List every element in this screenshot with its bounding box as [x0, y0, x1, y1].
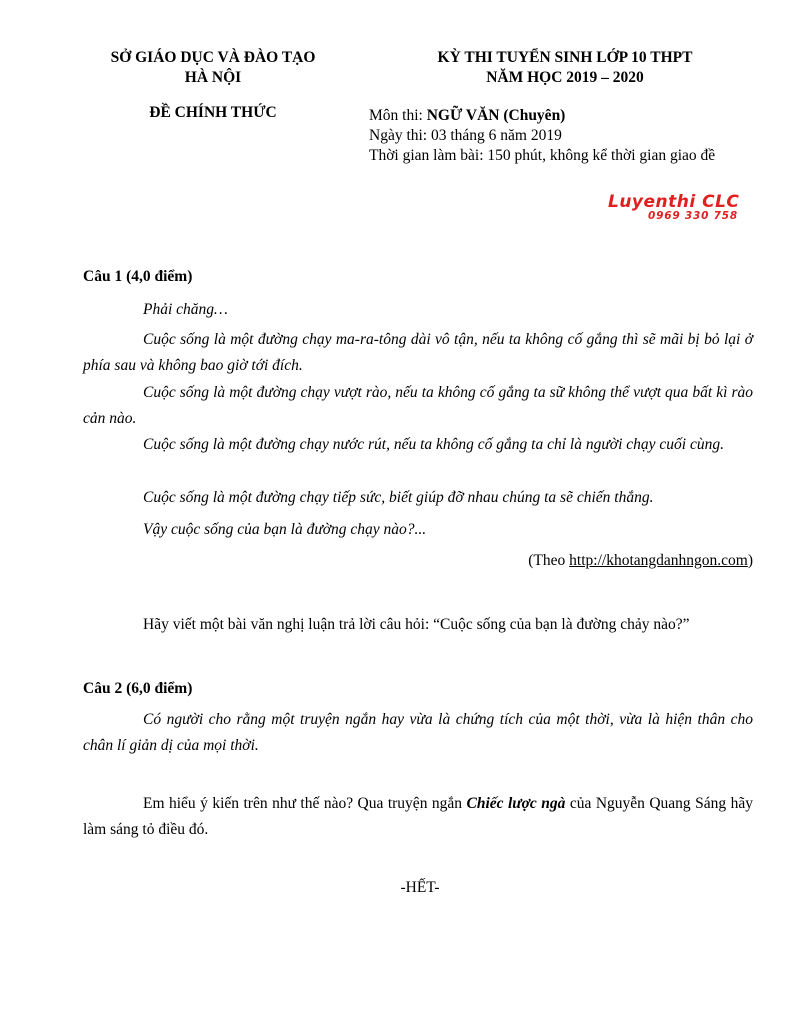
question1-line-1: Phải chăng…	[143, 301, 228, 318]
exam-date: Ngày thi: 03 tháng 6 năm 2019	[369, 127, 562, 144]
story-title: Chiếc lược ngà	[466, 795, 566, 812]
question2-quote: Có người cho rằng một truyện ngắn hay vừa là chứng tích của một thời, vừa là hiện thân cho chân lí giản dị của mọi thời.	[83, 711, 753, 754]
source-suffix: )	[747, 552, 753, 569]
task-suffix: của Nguyễn Quang Sáng hãy làm sáng tỏ điều đó.	[83, 795, 753, 838]
end-marker: -HẾT-	[400, 879, 440, 896]
question1-line-3: Cuộc sống là một đường chạy vượt rào, nếu ta không cố gắng ta sữ không thể vượt qua bất kì rào cản nào.	[83, 384, 753, 427]
question1-line-4: Cuộc sống là một đường chạy nước rút, nếu ta không cố gắng ta chỉ là người chạy cuối cùng.	[143, 436, 724, 453]
exam-title: KỲ THI TUYỂN SINH LỚP 10 THPT	[437, 49, 693, 66]
source-link[interactable]: http://khotangdanhngon.com	[569, 552, 748, 569]
question2-heading: Câu 2 (6,0 điểm)	[83, 680, 193, 697]
official-label: ĐỀ CHÍNH THỨC	[149, 104, 277, 121]
watermark-brand: Luyenthi CLC	[608, 192, 740, 212]
header-left	[83, 48, 343, 88]
source-prefix: (Theo	[528, 552, 570, 569]
question1-task: Hãy viết một bài văn nghị luận trả lời câu hỏi: “Cuộc sống của bạn là đường chảy nào?”	[143, 616, 690, 633]
question1-line-2: Cuộc sống là một đường chạy ma-ra-tông dài vô tận, nếu ta không cố gắng thì sẽ mãi bị bỏ lại ở phía sau và không bao giờ tới đích.	[83, 331, 753, 374]
header-right	[365, 48, 765, 88]
question1-heading: Câu 1 (4,0 điểm)	[83, 268, 193, 285]
task-prefix: Em hiểu ý kiến trên như thế nào? Qua truyện ngắn	[143, 795, 467, 812]
subject-label: Môn thi:	[369, 107, 427, 124]
exam-info	[369, 106, 715, 166]
department-city: HÀ NỘI	[184, 69, 242, 86]
question2-task	[83, 791, 753, 843]
question1-source	[528, 552, 753, 570]
question1-line-6: Vậy cuộc sống của bạn là đường chạy nào?...	[143, 521, 427, 538]
school-year: NĂM HỌC 2019 – 2020	[486, 69, 644, 86]
exam-duration: Thời gian làm bài: 150 phút, không kể thời gian giao đề	[369, 147, 716, 164]
department-name: SỞ GIÁO DỤC VÀ ĐÀO TẠO	[110, 49, 316, 66]
question1-line-5: Cuộc sống là một đường chạy tiếp sức, biết giúp đỡ nhau chúng ta sẽ chiến thắng.	[143, 489, 654, 506]
watermark-phone: 0969 330 758	[648, 210, 738, 222]
subject-value: NGỮ VĂN (Chuyên)	[426, 107, 566, 124]
subject-line	[369, 106, 715, 126]
